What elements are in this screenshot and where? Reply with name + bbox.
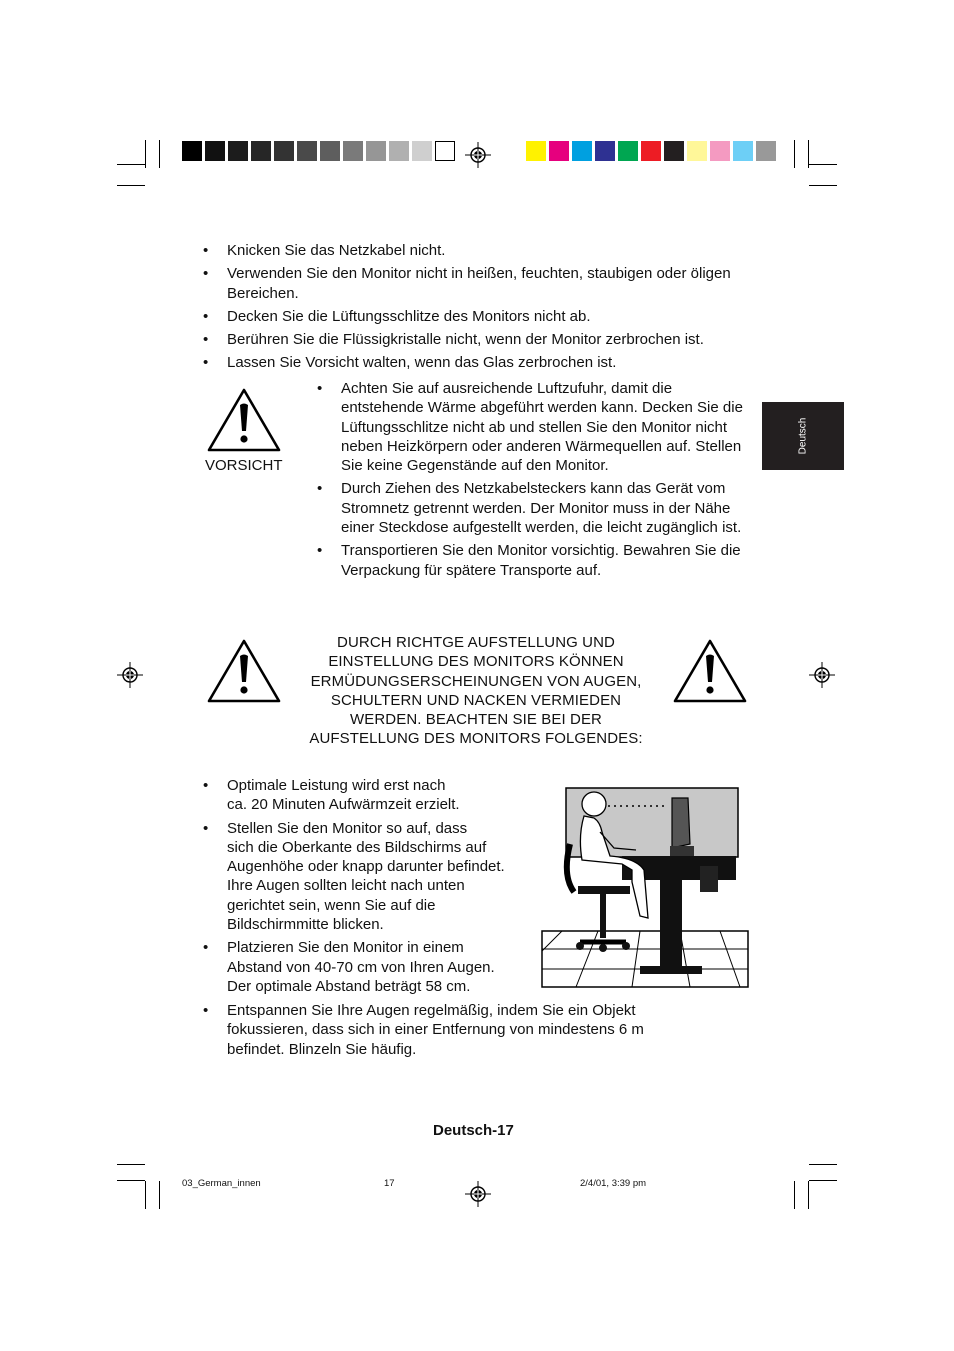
registration-target-icon: [465, 1181, 491, 1207]
crop-mark: [809, 164, 837, 165]
warning-triangle-icon: [672, 638, 748, 704]
warning-triangle-icon: [206, 638, 282, 704]
list-item: • Berühren Sie die Flüssigkristalle nicht, wenn der Monitor zerbrochen ist.: [203, 330, 763, 349]
list-item: • Verwenden Sie den Monitor nicht in heißen, feuchten, staubigen oder öligen Bereichen.: [203, 264, 763, 303]
warning-line: ERMÜDUNGSERSCHEINUNGEN VON AUGEN,: [310, 672, 642, 690]
grayscale-swatch: [297, 141, 317, 161]
list-item-line: Der optimale Abstand beträgt 58 cm.: [227, 977, 471, 995]
list-item-line: • Stellen Sie den Monitor so auf, dass: [227, 819, 468, 837]
grayscale-swatch: [274, 141, 294, 161]
safety-list-top: [203, 241, 763, 377]
relax-eyes-list: [203, 1001, 703, 1063]
grayscale-swatch: [343, 141, 363, 161]
list-item-line: • Platzieren Sie den Monitor in einem: [227, 939, 464, 957]
list-item-line: gerichtet sein, wenn Sie auf die: [227, 896, 436, 914]
language-side-tab: [762, 402, 844, 470]
registration-target-icon: [809, 662, 835, 688]
crop-mark: [145, 140, 146, 168]
crop-mark: [117, 1164, 145, 1165]
ergonomics-warning: [288, 633, 664, 749]
list-item: • Entspannen Sie Ihre Augen regelmäßig, indem Sie ein Objekt fokussieren, dass sich in einer Entfernung von mindestens 6 m befindet. Blinzeln Sie häufig.: [203, 1001, 703, 1059]
warning-line: SCHULTERN UND NACKEN VERMIEDEN: [330, 691, 622, 709]
setup-list: [203, 776, 543, 1000]
grayscale-swatch: [435, 141, 455, 161]
grayscale-calibration-bar: [182, 141, 455, 161]
list-item: • Transportieren Sie den Monitor vorsichtig. Bewahren Sie die Verpackung für spätere Transporte auf.: [317, 541, 753, 580]
color-swatch: [595, 141, 615, 161]
crop-mark: [809, 185, 837, 186]
list-item-line: ca. 20 Minuten Aufwärmzeit erzielt.: [227, 796, 460, 814]
grayscale-swatch: [366, 141, 386, 161]
crop-mark: [808, 140, 809, 168]
grayscale-swatch: [389, 141, 409, 161]
grayscale-swatch: [251, 141, 271, 161]
grayscale-swatch: [205, 141, 225, 161]
warning-line: WERDEN. BEACHTEN SIE BEI DER: [349, 711, 602, 729]
footer-filename: 03_German_innen: [182, 1178, 261, 1189]
color-swatch: [526, 141, 546, 161]
crop-mark: [808, 1181, 809, 1209]
warning-line: DURCH RICHTGE AUFSTELLUNG UND: [337, 634, 615, 651]
grayscale-swatch: [182, 141, 202, 161]
crop-mark: [117, 185, 145, 186]
warning-line: EINSTELLUNG DES MONITORS KÖNNEN: [328, 653, 624, 671]
color-calibration-bar: [526, 141, 776, 161]
grayscale-swatch: [228, 141, 248, 161]
list-item: [203, 819, 543, 935]
crop-mark: [809, 1180, 837, 1181]
color-swatch: [687, 141, 707, 161]
list-item: • Knicken Sie das Netzkabel nicht.: [203, 241, 763, 260]
ergonomic-workstation-illustration: [540, 786, 750, 990]
list-item-line: Bildschirmmitte blicken.: [227, 916, 384, 934]
grayscale-swatch: [412, 141, 432, 161]
list-item-line: Ihre Augen sollten leicht nach unten: [227, 877, 465, 895]
side-tab-label: Deutsch: [797, 417, 809, 455]
color-swatch: [572, 141, 592, 161]
list-item: • Lassen Sie Vorsicht walten, wenn das Glas zerbrochen ist.: [203, 353, 763, 372]
color-swatch: [733, 141, 753, 161]
registration-target-icon: [465, 142, 491, 168]
warning-line: AUFSTELLUNG DES MONITORS FOLGENDES:: [309, 730, 643, 748]
color-swatch: [641, 141, 661, 161]
color-swatch: [549, 141, 569, 161]
caution-list: [317, 379, 753, 584]
warning-triangle-icon: [206, 387, 282, 453]
crop-mark: [794, 1181, 795, 1209]
list-item-line: • Optimale Leistung wird erst nach: [227, 777, 446, 794]
footer-page: 17: [384, 1178, 395, 1189]
list-item-line: Abstand von 40-70 cm von Ihren Augen.: [227, 958, 495, 976]
list-item: [203, 776, 543, 815]
color-swatch: [756, 141, 776, 161]
page-number: Deutsch-17: [433, 1122, 514, 1139]
caution-label: VORSICHT: [205, 457, 283, 474]
list-item-line: Augenhöhe oder knapp darunter befindet.: [227, 858, 505, 876]
crop-mark: [809, 1164, 837, 1165]
list-item: • Decken Sie die Lüftungsschlitze des Monitors nicht ab.: [203, 307, 763, 326]
crop-mark: [117, 164, 145, 165]
list-item: [203, 938, 543, 996]
crop-mark: [117, 1180, 145, 1181]
list-item: • Durch Ziehen des Netzkabelsteckers kann das Gerät vom Stromnetz getrennt werden. Der Monitor muss in der Nähe einer Steckdose aufgestellt werden, die leicht zugänglich ist.: [317, 479, 753, 537]
footer-date: 2/4/01, 3:39 pm: [580, 1178, 647, 1189]
crop-mark: [145, 1181, 146, 1209]
color-swatch: [618, 141, 638, 161]
list-item: • Achten Sie auf ausreichende Luftzufuhr, damit die entstehende Wärme abgeführt werden kann. Decken Sie die Lüftungsschlitze nicht ab und stellen Sie den Monitor nicht neben Heizkörpern oder anderen Wärmequellen auf. Stellen Sie keine Gegenstände auf den Monitor.: [317, 379, 753, 475]
color-swatch: [664, 141, 684, 161]
crop-mark: [794, 140, 795, 168]
list-item-line: sich die Oberkante des Bildschirms auf: [227, 838, 487, 856]
grayscale-swatch: [320, 141, 340, 161]
crop-mark: [159, 140, 160, 168]
color-swatch: [710, 141, 730, 161]
crop-mark: [159, 1181, 160, 1209]
registration-target-icon: [117, 662, 143, 688]
